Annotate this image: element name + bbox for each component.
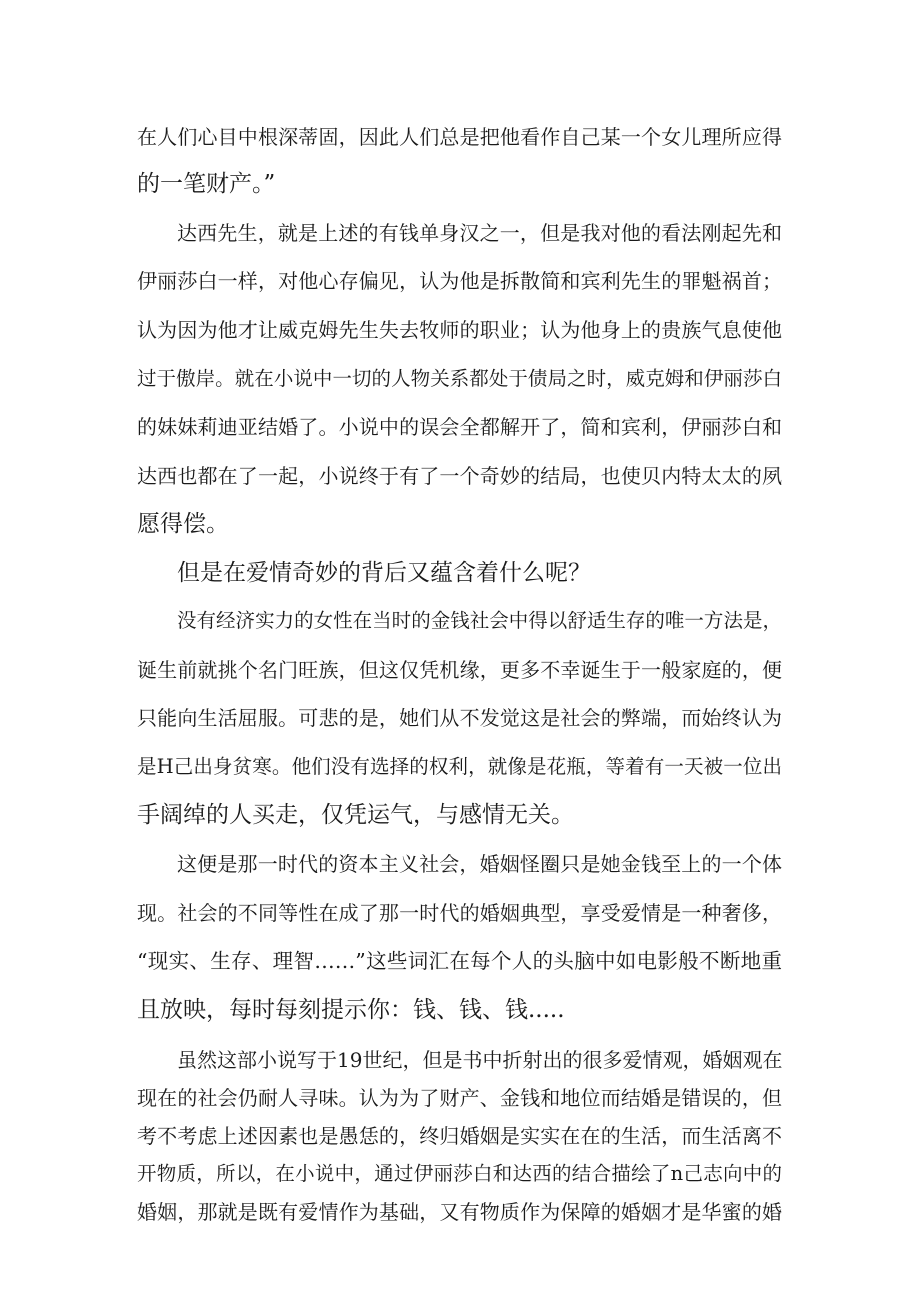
- text-line: 手阔绰的人买走，仅凭运气，与感情无关。: [137, 802, 574, 828]
- text-line: 诞生前就挑个名门旺族，但这仅凭机缘，更多不幸诞生于一般家庭的，便: [137, 658, 782, 682]
- text-line: 在人们心目中根深蒂固，因此人们总是把他看作自己某一个女儿理所应得: [137, 125, 782, 149]
- text-line: 没有经济实力的女性在当时的金钱社会中得以舒适生存的唯一方法是，: [177, 609, 782, 632]
- text-line: “现实、生存、理智……”这些词汇在每个人的头脑中如电影般不断地重: [137, 949, 782, 973]
- text-line: 过于傲岸。就在小说中一切的人物关系都处于债局之时，威克姆和伊丽莎白: [137, 367, 782, 390]
- text-line: 虽然这部小说写于19世纪，但是书中折射出的很多爱情观，婚姻观在: [177, 1048, 783, 1072]
- text-line: 愿得偿。: [137, 511, 229, 537]
- text-line: 这便是那一时代的资本主义社会，婚姻怪圈只是她金钱至上的一个体: [177, 852, 782, 876]
- text-line: 且放映，每时每刻提示你：钱、钱、钱.....: [137, 997, 565, 1023]
- text-line: 只能向生活屈服。可悲的是，她们从不发觉这是社会的弊端，而始终认为: [137, 706, 782, 730]
- text-line: 婚姻，那就是既有爱情作为基础，又有物质作为保障的婚姻才是华蜜的婚: [137, 1200, 782, 1224]
- text-line: 的一笔财产。”: [137, 171, 276, 197]
- text-line: 但是在爱情奇妙的背后又蕴含着什么呢？: [177, 560, 591, 586]
- text-line: 达西也都在了一起，小说终于有了一个奇妙的结局，也使贝内特太太的夙: [137, 464, 782, 488]
- text-line: 认为因为他才让威克姆先生失去牧师的职业；认为他身上的贵族气息使他: [137, 318, 782, 342]
- text-line: 的妹妹莉迪亚结婚了。小说中的误会全都解开了，简和宾利，伊丽莎白和: [137, 415, 782, 439]
- text-line: 是H己出身贫寒。他们没有选择的权利，就像是花瓶，等着有一天被一位出: [137, 755, 782, 778]
- text-line: 现在的社会仍耐人寻味。认为为了财产、金钱和地位而结婚是错误的，但: [137, 1086, 782, 1110]
- text-line: 开物质，所以，在小说中，通过伊丽莎白和达西的结合描绘了n己志向中的: [137, 1162, 782, 1185]
- text-line: 达西先生，就是上述的有钱单身汉之一，但是我对他的看法刚起先和: [177, 221, 782, 245]
- text-line: 现。社会的不同等性在成了那一时代的婚姻典型，享受爱情是一种奢侈，: [137, 901, 782, 925]
- text-line: 伊丽莎白一样，对他心存偏见，认为他是拆散简和宾利先生的罪魁祸首；: [137, 269, 782, 293]
- text-line: 考不考虑上述因素也是愚恁的，终归婚姻是实实在在的生活，而生活离不: [137, 1124, 782, 1148]
